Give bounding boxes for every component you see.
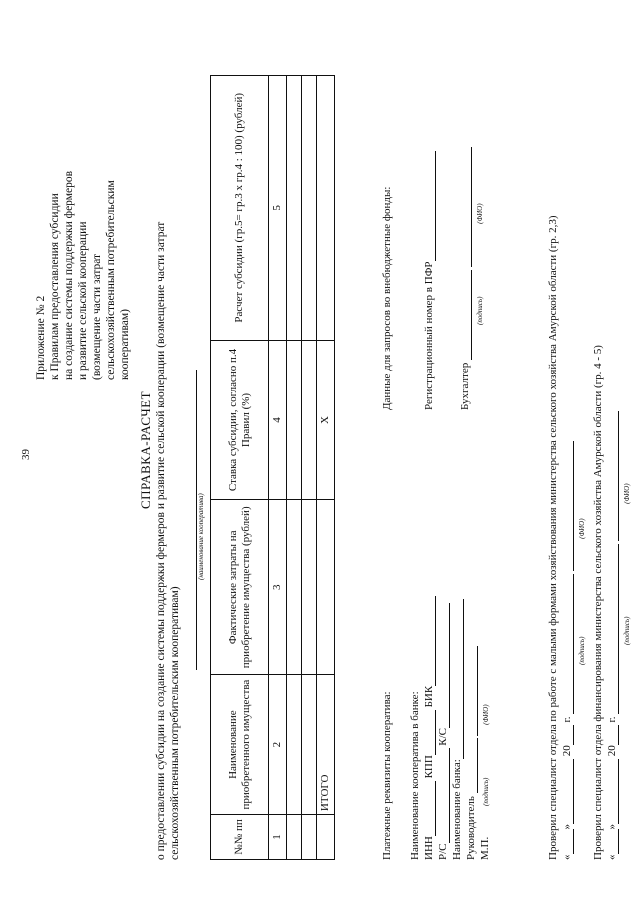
accountant-fio-field xyxy=(461,147,472,267)
fio-caption: (ФИО) xyxy=(578,518,586,539)
head-sign-field xyxy=(467,738,478,793)
requisites-heading: Платежные реквизиты кооператива: xyxy=(381,691,393,860)
year-field xyxy=(563,725,574,745)
header-cell: №№ пп xyxy=(211,815,269,860)
table-cell xyxy=(287,76,302,341)
table-index-row xyxy=(269,76,287,860)
year-suffix: г. xyxy=(606,716,618,723)
pfr-label: Регистрационный номер в ПФР xyxy=(423,261,435,410)
table-row xyxy=(302,76,317,860)
table-cell xyxy=(317,76,335,341)
inn-label: ИНН xyxy=(423,836,435,860)
table-cell xyxy=(302,675,317,815)
page-number: 39 xyxy=(20,449,32,460)
annex-line: (возмещение части затрат xyxy=(91,253,103,380)
date-open: « xyxy=(606,854,618,860)
header-cell: Расчет субсидии (гр.5= гр.3 х гр.4 : 100) (рублей) xyxy=(211,76,269,341)
accountant-sign-field xyxy=(461,270,472,360)
fio-caption: (ФИО) xyxy=(623,483,631,504)
table-cell xyxy=(287,500,302,675)
table-row xyxy=(287,76,302,860)
rs-field xyxy=(439,748,450,843)
table-cell xyxy=(302,76,317,341)
annex-header xyxy=(34,55,132,380)
kpp-field xyxy=(425,710,436,755)
table-cell xyxy=(302,815,317,860)
verification-block xyxy=(546,60,634,860)
bik-field xyxy=(425,596,436,686)
annex-line: к Правилам предоставления субсидии xyxy=(49,193,61,380)
bik-label: БИК xyxy=(423,685,435,708)
document-title: СПРАВКА-РАСЧЕТ xyxy=(138,390,153,510)
accountant-label: Бухгалтер xyxy=(459,362,471,410)
total-label: ИТОГО xyxy=(317,675,335,815)
head-fio-field xyxy=(467,646,478,736)
subsidy-table xyxy=(210,75,335,860)
annex-line: кооперативам) xyxy=(119,309,131,380)
month-field xyxy=(608,759,619,824)
date-close: » xyxy=(561,824,573,830)
day-field xyxy=(608,830,619,855)
table-cell xyxy=(317,815,335,860)
day-field xyxy=(563,830,574,855)
header-cell: Наименование приобретенного имущества xyxy=(211,675,269,815)
index-cell: 5 xyxy=(269,76,287,341)
rotated-content xyxy=(20,20,631,880)
fio-field xyxy=(608,411,619,541)
ks-field xyxy=(439,603,450,728)
check-line-2: Проверил специалист отдела финансирования министерства сельского хозяйства Амурской области (гр. 4 - 5) xyxy=(592,345,604,860)
index-cell: 3 xyxy=(269,500,287,675)
check-line-1: Проверил специалист отдела по работе с малыми формами хозяйствования министерства сельского хозяйства Амурской области (гр. 2,3) xyxy=(547,215,559,860)
mp-label: М.П. xyxy=(479,836,491,860)
total-mark: Х xyxy=(317,340,335,500)
date-open: « xyxy=(561,854,573,860)
rs-label: Р/С xyxy=(437,843,449,860)
fio-caption: (ФИО) xyxy=(482,704,490,725)
sign-caption: (подпись) xyxy=(578,636,586,665)
sign-caption: (подпись) xyxy=(476,296,484,325)
head-label: Руководитель xyxy=(465,796,477,860)
year-label: 20 xyxy=(606,745,618,757)
fio-caption: (ФИО) xyxy=(476,203,484,224)
funds-heading: Данные для запросов во внебюджетные фонды: xyxy=(381,186,393,410)
index-cell: 4 xyxy=(269,340,287,500)
table-cell xyxy=(287,675,302,815)
bank-name-label: Наименование кооператива в банке: xyxy=(409,691,421,860)
bank-label: Наименование банка: xyxy=(451,759,463,860)
kpp-label: КПП xyxy=(423,755,435,779)
annex-line: на создание системы поддержки фермеров xyxy=(63,170,75,380)
fio-field xyxy=(563,441,574,571)
table-cell xyxy=(302,500,317,675)
year-label: 20 xyxy=(561,745,573,757)
table-total-row xyxy=(317,76,335,860)
year-field xyxy=(608,725,619,745)
bank-field xyxy=(453,599,464,759)
sign-field xyxy=(608,544,619,714)
annex-line: сельскохозяйственным потребительским xyxy=(105,180,117,380)
ks-label: К/С xyxy=(437,728,449,746)
document-subtitle: о предоставлении субсидии на создание системы поддержки фермеров и развитие сельской кооперации (возмещение части затрат сельскохозяйственным потребительским кооперативам) xyxy=(155,221,181,860)
table-cell xyxy=(302,340,317,500)
cooperative-caption: (наименование кооператива) xyxy=(197,493,205,580)
table-cell xyxy=(287,340,302,500)
cooperative-name-line xyxy=(185,370,197,670)
table-header-row xyxy=(211,76,269,860)
month-field xyxy=(563,759,574,824)
date-close: » xyxy=(606,824,618,830)
table-cell xyxy=(287,815,302,860)
header-cell: Фактические затраты на приобретение имущества (рублей) xyxy=(211,500,269,675)
inn-field xyxy=(425,781,436,836)
year-suffix: г. xyxy=(561,716,573,723)
annex-line: и развитие сельской кооперации xyxy=(77,221,89,380)
sign-field xyxy=(563,574,574,714)
index-cell: 2 xyxy=(269,675,287,815)
header-cell: Ставка субсидии, согласно п.4 Правил (%) xyxy=(211,340,269,500)
payment-requisites xyxy=(380,596,493,860)
sign-caption: (подпись) xyxy=(623,616,631,645)
sign-caption: (подпись) xyxy=(482,777,490,807)
funds-block xyxy=(380,70,487,410)
pfr-field xyxy=(425,152,436,262)
index-cell: 1 xyxy=(269,815,287,860)
annex-line: Приложение № 2 xyxy=(35,295,47,380)
table-cell xyxy=(317,500,335,675)
